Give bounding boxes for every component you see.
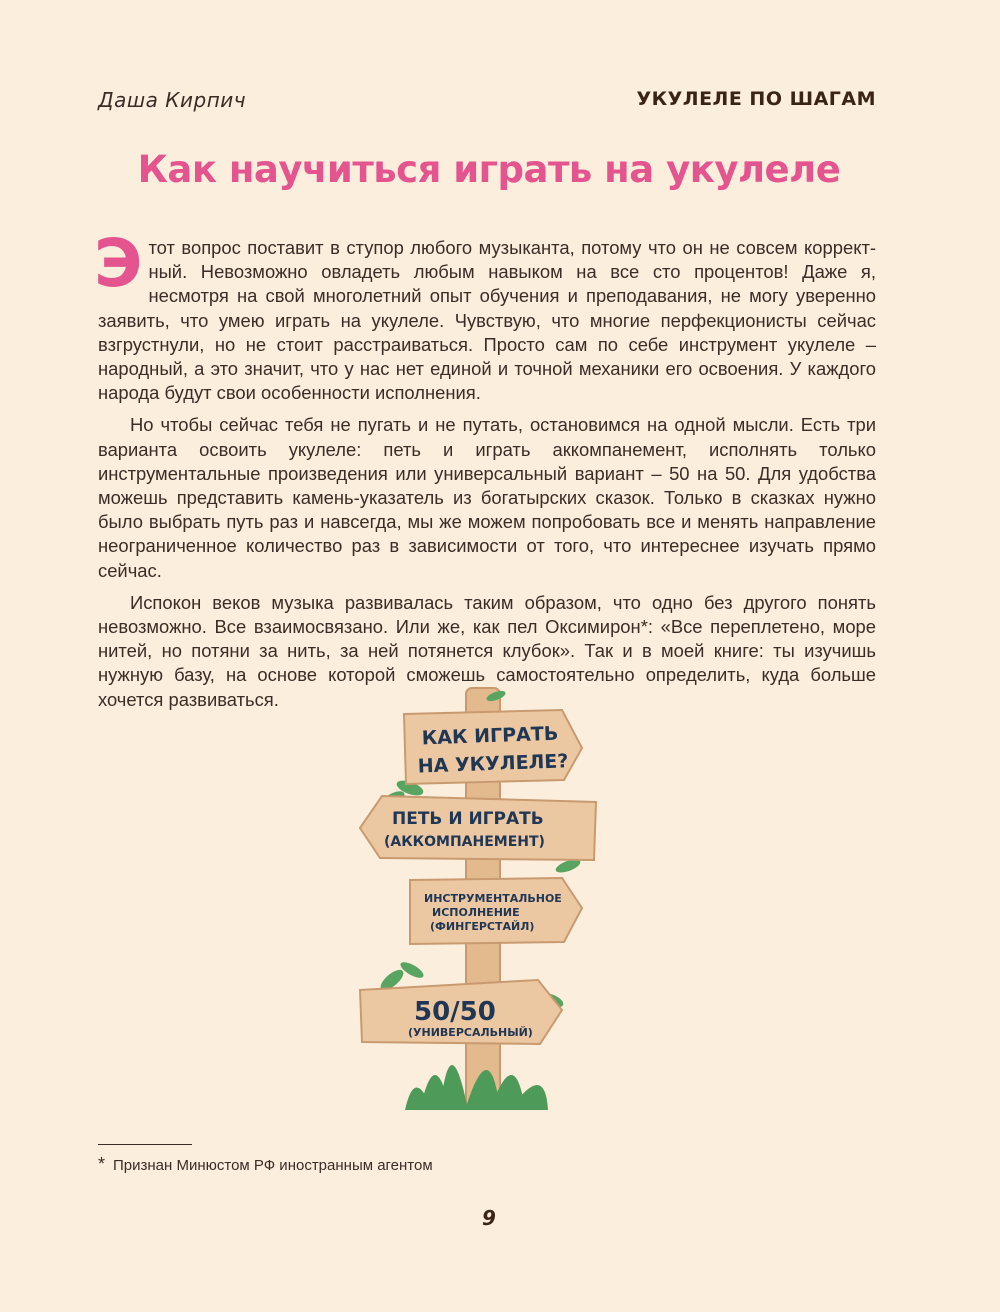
sign-4-line-2: (УНИВЕРСАЛЬНЫЙ) — [408, 1026, 533, 1039]
paragraph-1 — [94, 225, 876, 405]
footnote — [98, 1154, 433, 1175]
sign-3-line-3: (ФИНГЕРСТАЙЛ) — [430, 920, 535, 933]
signpost-illustration — [300, 680, 620, 1120]
paragraph-1-text: тот вопрос поставит в ступор любого музыканта, потому что он не совсем корректный. Невозможно овладеть любым навыком на все сто процентов! Даже я, несмотря на свой многолетний опыт обучения и преподавания, не могу уверенно заявить, что умею играть на укулеле. Чувствую, что многие перфекционисты сейчас взгрустнули, но не стоит расстраиваться. Просто сам по себе инструмент укулеле – народный, а это значит, что у нас нет единой и точной механики его освоения. У каждого народа будут свои особенности исполнения. — [98, 237, 876, 404]
footnote-marker: * — [98, 1154, 106, 1174]
sign-1-line-2: НА УКУЛЕЛЕ? — [417, 750, 569, 778]
sign-3-line-2: ИСПОЛНЕНИЕ — [432, 906, 520, 919]
page-number: 9 — [482, 1206, 496, 1230]
drop-cap: Э — [94, 225, 143, 302]
sign-2-line-2: (АККОМПАНЕМЕНТ) — [384, 834, 545, 850]
header-author: Даша Кирпич — [98, 88, 247, 112]
paragraph-3: Испокон веков музыка развивалась таким образом, что одно без другого понять невозможно. Все взаимосвязано. Или же, как пел Оксимирон*: «Все переплетено, море нитей, но потяни за нить, за ней потянется клубок». Так и в моей книге: ты изучишь нужную базу, на основе которой сможешь самостоятельно определить, куда больше хочется развиваться. — [98, 591, 876, 710]
body-text — [94, 225, 876, 720]
sign-3-line-1: ИНСТРУМЕНТАЛЬНОЕ — [424, 892, 562, 905]
footnote-text: Признан Минюстом РФ иностранным агентом — [113, 1157, 433, 1174]
footnote-rule — [98, 1144, 192, 1145]
header-book-title: УКУЛЕЛЕ ПО ШАГАМ — [636, 88, 876, 110]
paragraph-2: Но чтобы сейчас тебя не пугать и не путать, остановимся на одной мысли. Есть три варианта освоить укулеле: петь и играть аккомпанемент, исполнять только инструментальные произведения или универсальный вариант – 50 на 50. Для удобства можешь представить камень-указатель из богатырских сказок. Только в сказках нужно было выбрать путь раз и навсегда, мы же можем попробовать все и менять направление неограниченное количество раз в зависимости от того, что интереснее изучать прямо сейчас. — [98, 414, 876, 581]
sign-1-line-1: КАК ИГРАТЬ — [421, 722, 559, 750]
page-title: Как научиться играть на укулеле — [137, 148, 841, 191]
sign-4-line-1: 50/50 — [414, 997, 496, 1027]
sign-2-line-1: ПЕТЬ И ИГРАТЬ — [392, 809, 544, 829]
